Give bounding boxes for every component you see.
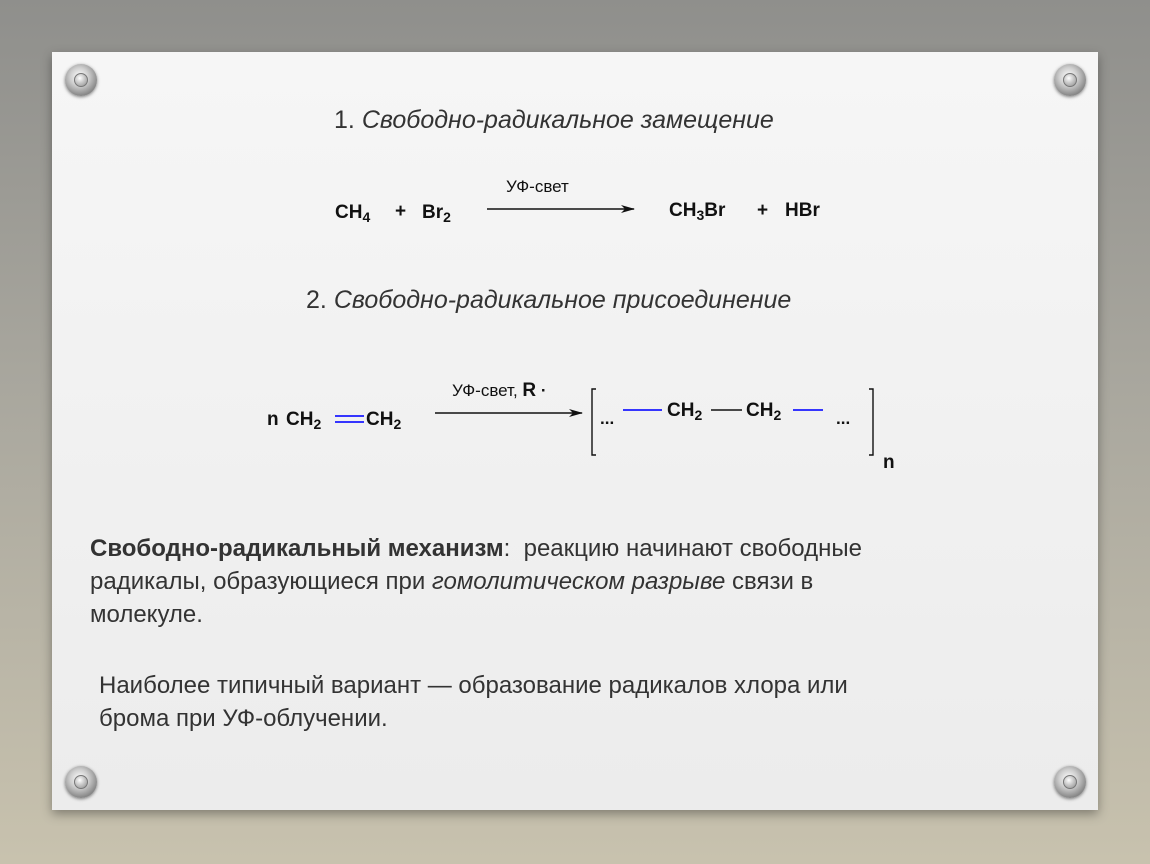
- polymer-ch2-2: $CH_2$: [746, 400, 782, 423]
- heading1-text: Свободно-радикальное замещение: [361, 106, 774, 134]
- paragraph2-line2: брома при УФ-облучении.: [99, 705, 388, 732]
- bracket-right: [869, 389, 873, 455]
- monomer-ch2-left: $CH_2$: [286, 409, 322, 432]
- polymer-index-n: n: [883, 452, 895, 473]
- bracket-left: [592, 389, 596, 455]
- paragraph1-line3: молекуле.: [90, 601, 203, 628]
- paragraph2-line1: Наиболее типичный вариант — образование радикалов хлора или: [99, 672, 848, 699]
- reactant-br2: $Br_2$: [422, 202, 451, 225]
- condition-uv-light: УФ-свет: [506, 177, 569, 196]
- product-ch3br: $CH_3Br$: [669, 200, 726, 223]
- condition-uv-radical: УФ-свет, R ·: [452, 380, 547, 401]
- paragraph-typical-variant: [99, 669, 1059, 735]
- heading2-number: 2.: [306, 286, 327, 314]
- plus-sign: +: [395, 201, 407, 222]
- slide: [52, 52, 1098, 810]
- monomer-ch2-right: $CH_2$: [366, 409, 402, 432]
- polymer-dots-right: ...: [836, 409, 851, 428]
- heading1-number: 1.: [334, 106, 355, 134]
- heading2-text: Свободно-радикальное присоединение: [333, 286, 792, 314]
- paragraph-mechanism: [90, 532, 1050, 631]
- product-hbr: HBr: [785, 200, 820, 221]
- polymer-dots-left: ...: [600, 409, 615, 428]
- coefficient-n: n: [267, 409, 279, 430]
- polymer-ch2-1: $CH_2$: [667, 400, 703, 423]
- paragraph1-line2: радикалы, образующиеся при гомолитическом разрыве связи в: [90, 568, 814, 595]
- paragraph1-line1: Свободно-радикальный механизм: реакцию начинают свободные: [90, 535, 862, 562]
- plus-sign: +: [757, 200, 769, 221]
- reactant-ch4: $CH_4$: [335, 202, 371, 225]
